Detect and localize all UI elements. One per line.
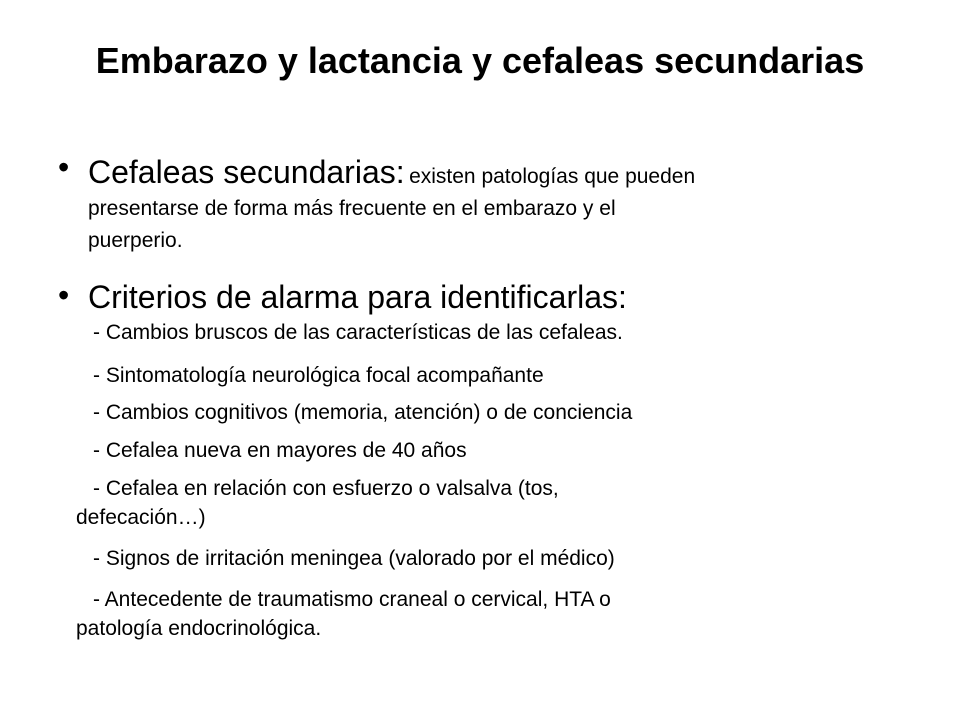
- criteria-text: - Antecedente de traumatismo craneal o cervical, HTA o: [93, 588, 611, 611]
- bullet-icon: •: [58, 277, 70, 313]
- bullet-icon: •: [58, 149, 70, 185]
- criteria-text: - Signos de irritación meningea (valorado por el médico): [93, 547, 615, 570]
- slide-title: Embarazo y lactancia y cefaleas secundarias: [95, 40, 865, 81]
- criteria-text: - Cefalea nueva en mayores de 40 años: [93, 439, 467, 462]
- criteria-item: [76, 474, 908, 532]
- criteria-item: [88, 436, 908, 465]
- bullet-heading: Criterios de alarma para identificarlas:: [88, 279, 627, 315]
- criteria-text: - Sintomatología neurológica focal acompañante: [93, 364, 544, 387]
- criteria-text: defecación…): [76, 506, 206, 529]
- bullet-alarm-criteria: [58, 277, 908, 317]
- bullet-heading: Cefaleas secundarias:: [88, 154, 405, 190]
- criteria-text: - Cambios cognitivos (memoria, atención) o de conciencia: [93, 401, 633, 424]
- bullet-body: [88, 277, 908, 317]
- criteria-item: [88, 361, 908, 390]
- bullet-text: presentarse de forma más frecuente en el embarazo y el: [88, 197, 616, 220]
- criteria-item: [88, 398, 908, 427]
- criteria-item: [88, 318, 908, 347]
- bullet-body: [88, 152, 908, 258]
- criteria-text: patología endocrinológica.: [76, 617, 322, 640]
- bullet-text: puerperio.: [88, 229, 183, 252]
- bullet-secondary-headaches: [58, 149, 908, 258]
- criteria-text: - Cambios bruscos de las características de las cefaleas.: [93, 321, 623, 344]
- criteria-item: [76, 585, 908, 643]
- criteria-text: - Cefalea en relación con esfuerzo o valsalva (tos,: [93, 477, 559, 500]
- criteria-item: [88, 544, 908, 573]
- bullet-text: existen patologías que pueden: [409, 165, 696, 188]
